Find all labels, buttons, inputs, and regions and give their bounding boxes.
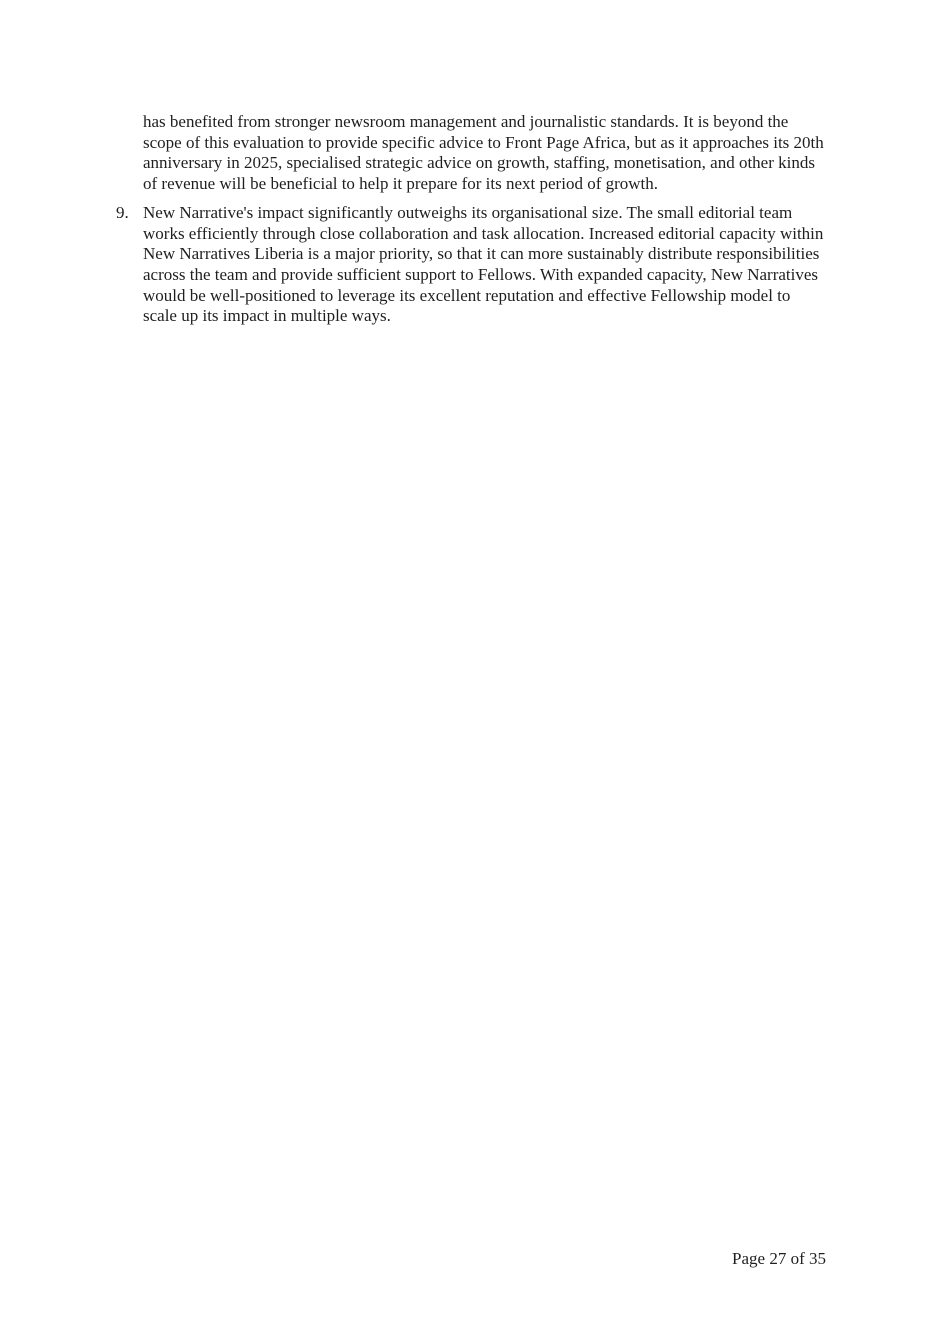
list-item-number: 9. bbox=[116, 202, 129, 222]
page-number-label: Page 27 of 35 bbox=[732, 1249, 826, 1268]
paragraph-continuation: has benefited from stronger newsroom management and journalistic standards. It is beyond the scope of this evaluation to provide specific advice to Front Page Africa, but as it approaches its 20th anniversary in 2025, specialised strategic advice on growth, staffing, monetisation, and other kinds of revenue will be beneficial to help it prepare for its next period of growth. bbox=[143, 112, 824, 194]
body-text-block bbox=[116, 112, 827, 327]
page-footer bbox=[732, 1249, 826, 1270]
list-item-text: New Narrative's impact significantly outweighs its organisational size. The small editorial team works efficiently through close collaboration and task allocation. Increased editorial capacity within New Narratives Liberia is a major priority, so that it can more sustainably distribute responsibilities across the team and provide sufficient support to Fellows. With expanded capacity, New Narratives would be well-positioned to leverage its excellent reputation and effective Fellowship model to scale up its impact in multiple ways. bbox=[143, 202, 824, 326]
numbered-list-item bbox=[116, 202, 827, 327]
